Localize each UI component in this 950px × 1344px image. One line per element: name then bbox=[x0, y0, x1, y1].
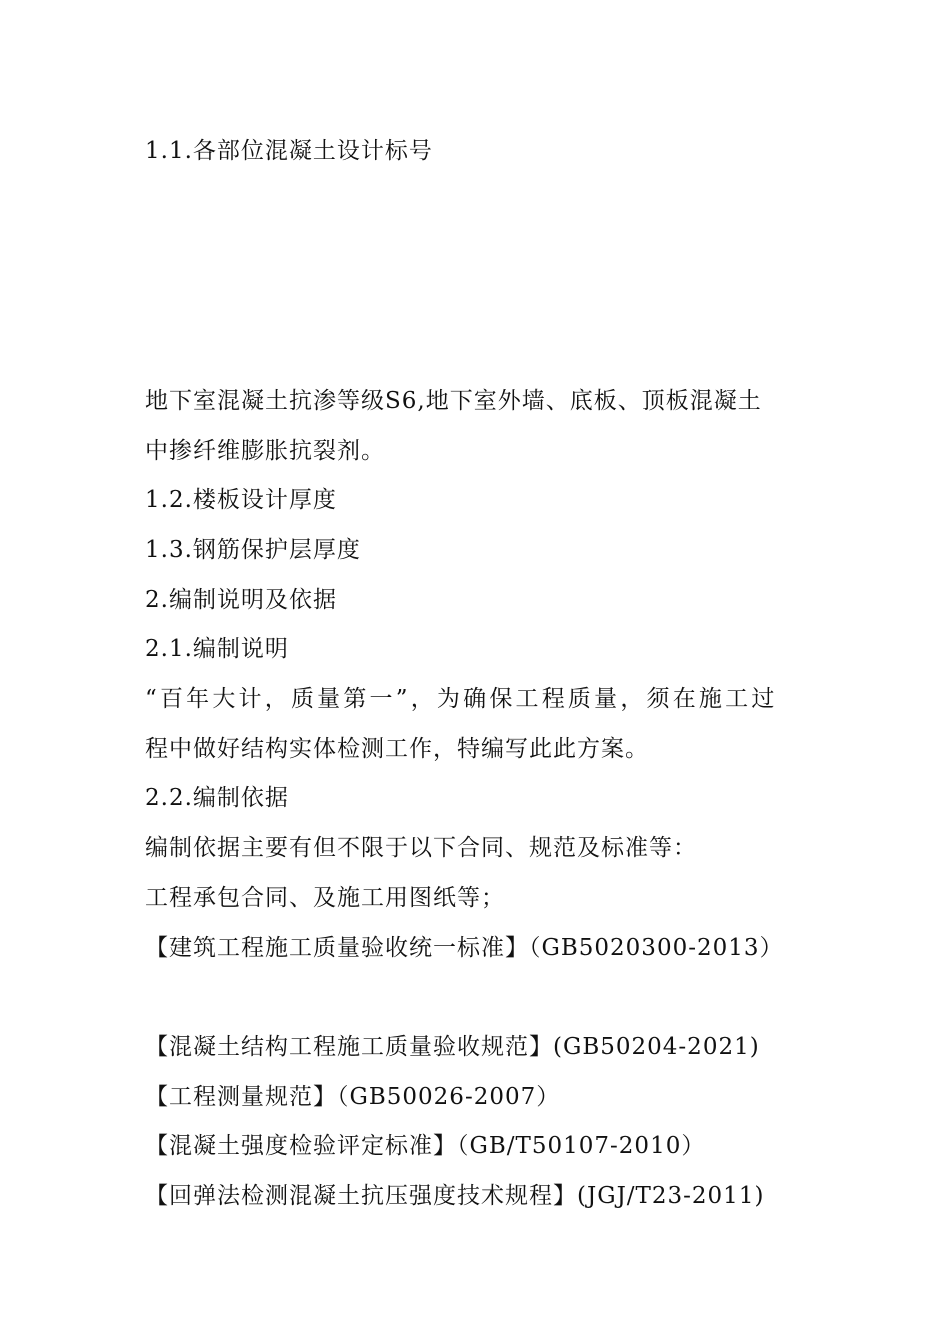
standard-item: 【混凝土强度检验评定标准】（GB/T50107-2010） bbox=[145, 1133, 706, 1159]
section-2-2-heading: 2.2.编制依据 bbox=[145, 785, 289, 811]
section-1-1-heading: 1.1.各部位混凝土设计标号 bbox=[145, 138, 433, 164]
basis-intro: 编制依据主要有但不限于以下合同、规范及标准等： bbox=[145, 835, 697, 861]
standard-item: 【回弹法检测混凝土抗压强度技术规程】(JGJ/T23-2011) bbox=[145, 1183, 765, 1209]
purpose-paragraph-line-2: 程中做好结构实体检测工作，特编写此此方案。 bbox=[145, 736, 649, 762]
standard-item: 【工程测量规范】（GB50026-2007） bbox=[145, 1084, 561, 1110]
section-2-heading: 2.编制说明及依据 bbox=[145, 587, 337, 613]
basis-contract: 工程承包合同、及施工用图纸等； bbox=[145, 885, 505, 911]
standard-item: 【混凝土结构工程施工质量验收规范】(GB50204-2021) bbox=[145, 1034, 760, 1060]
impermeability-paragraph-line-2: 中掺纤维膨胀抗裂剂。 bbox=[145, 438, 385, 464]
purpose-paragraph-line-1: “百年大计，质量第一”，为确保工程质量，须在施工过 bbox=[145, 686, 778, 712]
section-1-3-heading: 1.3.钢筋保护层厚度 bbox=[145, 537, 361, 563]
impermeability-paragraph-line-1: 地下室混凝土抗渗等级S6,地下室外墙、底板、顶板混凝土 bbox=[145, 388, 762, 414]
section-2-1-heading: 2.1.编制说明 bbox=[145, 636, 289, 662]
section-1-2-heading: 1.2.楼板设计厚度 bbox=[145, 487, 337, 513]
standard-item: 【建筑工程施工质量验收统一标准】（GB5020300-2013） bbox=[145, 935, 784, 961]
